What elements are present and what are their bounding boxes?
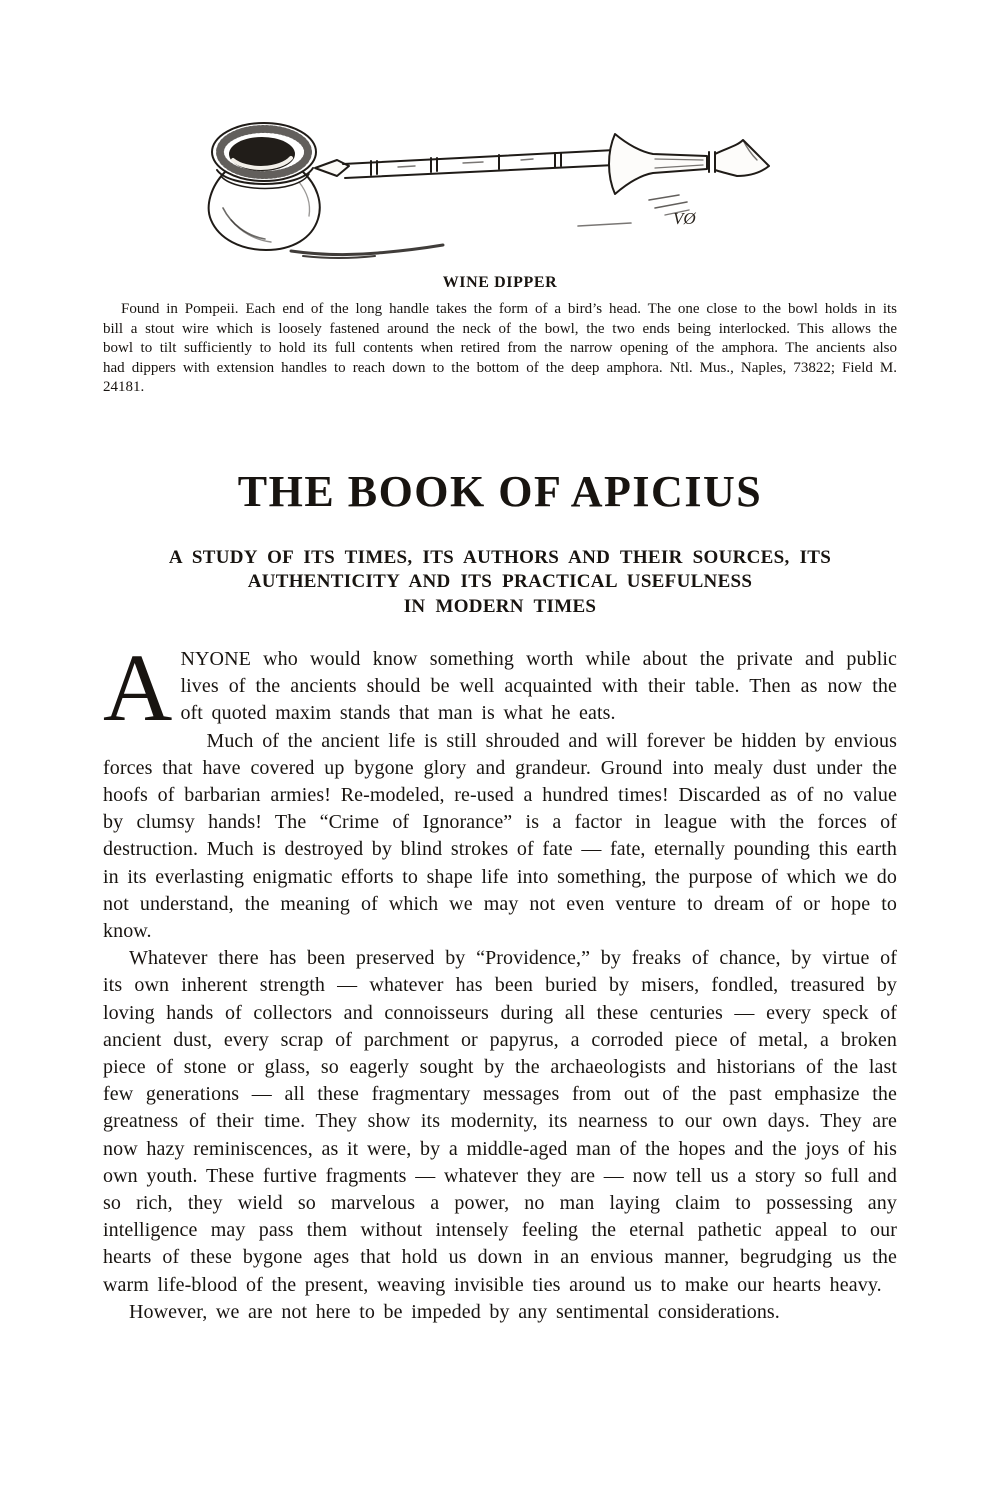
figure-wine-dipper [103,112,897,398]
subtitle-line-3: IN MODERN TIMES [403,595,597,617]
figure-caption-title: WINE DIPPER [442,274,558,291]
subtitle-line-2: AUTHENTICITY AND ITS PRACTICAL USEFULNESS [247,571,753,592]
bowl [209,123,320,250]
handle [315,150,615,178]
paragraph-1 [103,634,897,741]
bird-head-finial [609,134,769,215]
paragraph-4: However, we are not here to be impeded by any sentimental considerations. [129,1300,780,1323]
article-subtitle [103,546,897,620]
artist-monogram-text: VØ [673,209,696,228]
article-body [103,634,897,1326]
paragraph-1-text: NYONE who would know something worth while about the private and public lives of the ancients should be well acquainted with their table. Then as now the oft quoted maxim stands that man is what he eats. [180,648,897,725]
dropcap-letter: A [103,634,173,741]
subtitle-line-1: A STUDY OF ITS TIMES, ITS AUTHORS AND THEIR SOURCES, ITS [168,546,832,568]
page-title: THE BOOK OF APICIUS [237,466,763,516]
shadow-strokes [291,223,631,258]
paragraph-2: Much of the ancient life is still shrouded and will forever be hidden by envious forces that have covered up bygone glory and grandeur. Ground into mealy dust under the hoofs of barbarian armies! Re-modeled, re-used a hundred times! Discarded as of no value by clumsy hands! The “Crime of Ignorance” is a factor in league with the forces of destruction. Much is destroyed by blind strokes of fate — fate, eternally pounding this earth in its everlasting enigmatic efforts to shape life into something, the purpose of which we do not understand, the meaning of which we may not even venture to dream of or hope to know. [103,729,897,943]
figure-caption-text: Found in Pompeii. Each end of the long handle takes the form of a bird’s head. The one close to the bowl holds in its bill a stout wire which is loosely fastened around the neck of the bowl, the two ends being interlocked. This allows the bowl to tilt sufficiently to hold its full contents when retired from the narrow opening of the amphora. The ancients also had dippers with extension handles to reach down to the bottom of the deep amphora. Ntl. Mus., Naples, 73822; Field M. 24181. [103,301,897,395]
figure-caption [103,274,897,398]
paragraph-3: Whatever there has been preserved by “Providence,” by freaks of chance, by virtue of its own inherent strength — whatever has been buried by misers, fondled, treasured by loving hands of collectors and connoisseurs during all these centuries — every speck of ancient dust, every scrap of parchment or papyrus, a corroded piece of metal, a broken piece of stone or glass, so eagerly sought by the archaeologists and historians of the last few generations — all these fragmentary messages from out of the past emphasize the greatness of their time. They show its modernity, its nearness to our own days. They are now hazy reminiscences, as it were, by a middle-aged man of the hopes and the joys of his own youth. These furtive fragments — whatever they are — now tell us a story so full and so rich, they wield so marvelous a power, no man laying claim to possessing any intelligence may pass them without intensely feeling the eternal pathetic appeal to our hearts of these bygone ages that hold us down in an envious manner, begrudging us the warm life-blood of the present, weaving invisible ties around us to make our hearts heavy. [103,947,897,1296]
wine-dipper-illustration [203,112,793,260]
